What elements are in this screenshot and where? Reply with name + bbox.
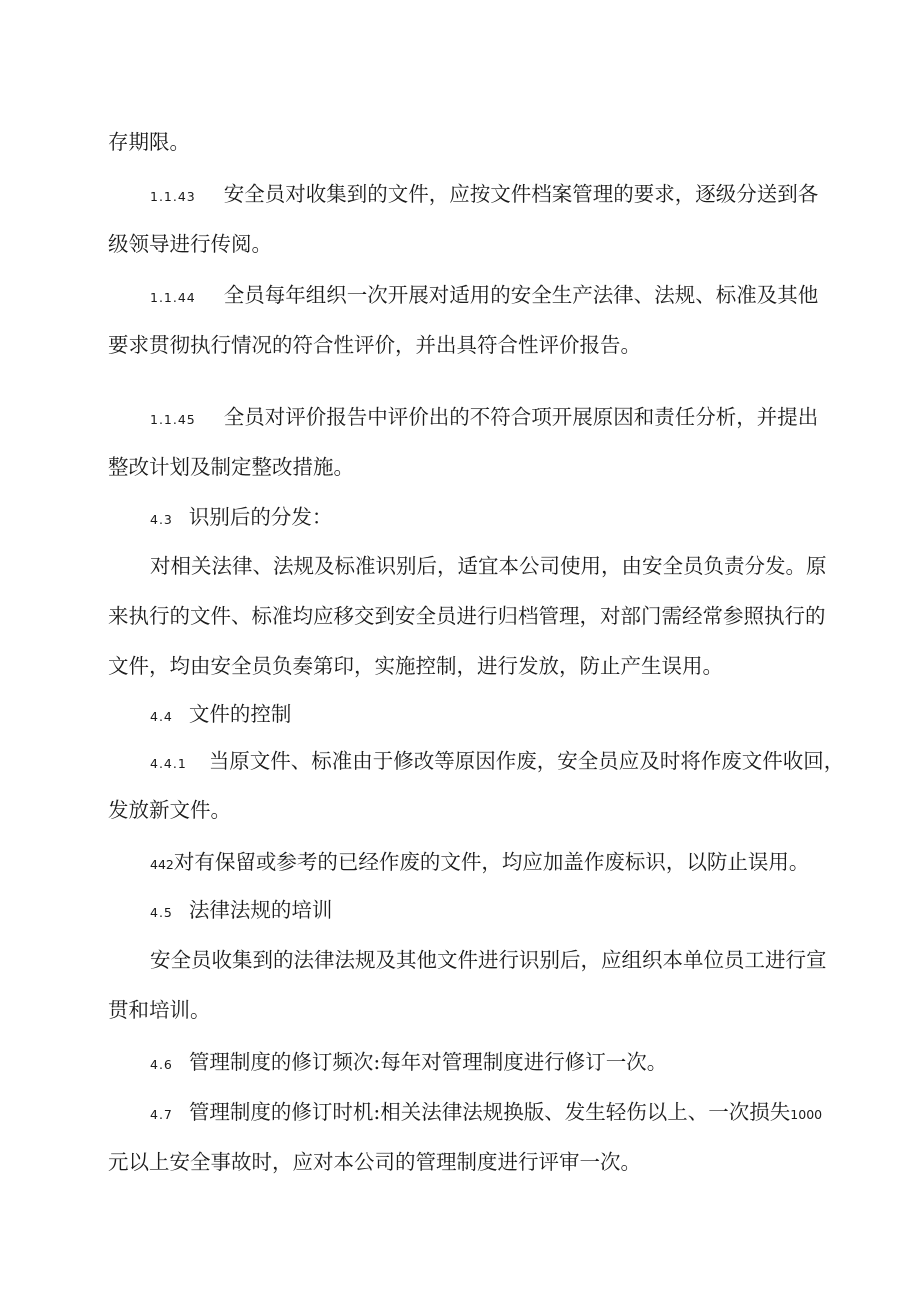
heading-4-5 [150, 896, 332, 927]
heading-text: 识别后的分发： [188, 505, 333, 529]
clause-text: 要求贯彻执行情况的符合性评价，并出具符合性评价报告。 [108, 333, 641, 357]
paragraph-text: 存期限。 [108, 130, 190, 154]
clause-number: 1.1.45 [150, 412, 196, 427]
paragraph-4-5-line2 [108, 996, 211, 1024]
heading-number: 4.4 [150, 709, 173, 724]
clause-text: 管理制度的修订频次:每年对管理制度进行修订一次。 [188, 1050, 668, 1074]
clause-4-6 [150, 1048, 667, 1079]
clause-number: 442 [150, 857, 174, 872]
paragraph-text: 安全员收集到的法律法规及其他文件进行识别后，应组织本单位员工进行宣 [150, 948, 827, 972]
clause-4-7-line2 [108, 1148, 641, 1176]
clause-4-7 [150, 1098, 823, 1129]
clause-4-4-2 [150, 848, 809, 879]
clause-1-1-45 [150, 403, 819, 434]
clause-1-1-45-line2 [108, 453, 354, 481]
heading-number: 4.5 [150, 905, 173, 920]
paragraph-4-3-line2 [108, 602, 826, 630]
clause-text: 全员每年组织一次开展对适用的安全生产法律、法规、标准及其他 [223, 283, 819, 307]
paragraph-4-5 [150, 946, 827, 974]
heading-4-3 [150, 503, 332, 534]
clause-text: 对有保留或参考的已经作废的文件，均应加盖作废标识，以防止误用。 [173, 850, 810, 874]
clause-4-4-1-line2 [108, 796, 231, 824]
clause-1-1-44-line2 [108, 331, 641, 359]
clause-text: 整改计划及制定整改措施。 [108, 455, 354, 479]
paragraph-text: 来执行的文件、标准均应移交到安全员进行归档管理，对部门需经常参照执行的 [108, 604, 826, 628]
clause-text: 安全员对收集到的文件，应按文件档案管理的要求，逐级分送到各 [223, 182, 819, 206]
clause-1-1-44 [150, 281, 819, 312]
heading-text: 法律法规的培训 [188, 898, 333, 922]
clause-text: 元以上安全事故时，应对本公司的管理制度进行评审一次。 [108, 1150, 641, 1174]
clause-text: 级领导进行传阅。 [108, 232, 272, 256]
clause-number: 4.6 [150, 1057, 173, 1072]
paragraph-continuation [108, 128, 190, 156]
clause-number: 1.1.43 [150, 189, 196, 204]
clause-number: 4.4.1 [150, 756, 187, 771]
paragraph-text: 贯和培训。 [108, 998, 211, 1022]
clause-number: 1.1.44 [150, 290, 196, 305]
paragraph-text: 对相关法律、法规及标准识别后，适宜本公司使用，由安全员负责分发。原 [150, 554, 827, 578]
clause-1-1-43 [150, 180, 819, 211]
paragraph-4-3 [150, 552, 827, 580]
clause-1-1-43-line2 [108, 230, 272, 258]
heading-text: 文件的控制 [188, 702, 292, 726]
heading-number: 4.3 [150, 512, 173, 527]
clause-text: 当原文件、标准由于修改等原因作废，安全员应及时将作废文件收回， [208, 749, 845, 773]
clause-4-4-1 [150, 747, 845, 778]
clause-text: 发放新文件。 [108, 798, 231, 822]
amount-number: 1000 [790, 1107, 823, 1122]
paragraph-text: 文件，均由安全员负奏第印，实施控制，进行发放，防止产生误用。 [108, 654, 723, 678]
paragraph-4-3-line3 [108, 652, 723, 680]
heading-4-4 [150, 700, 291, 731]
clause-number: 4.7 [150, 1107, 173, 1122]
clause-text: 全员对评价报告中评价出的不符合项开展原因和责任分析，并提出 [223, 405, 819, 429]
clause-text: 管理制度的修订时机:相关法律法规换版、发生轻伤以上、一次损失 [188, 1100, 791, 1124]
